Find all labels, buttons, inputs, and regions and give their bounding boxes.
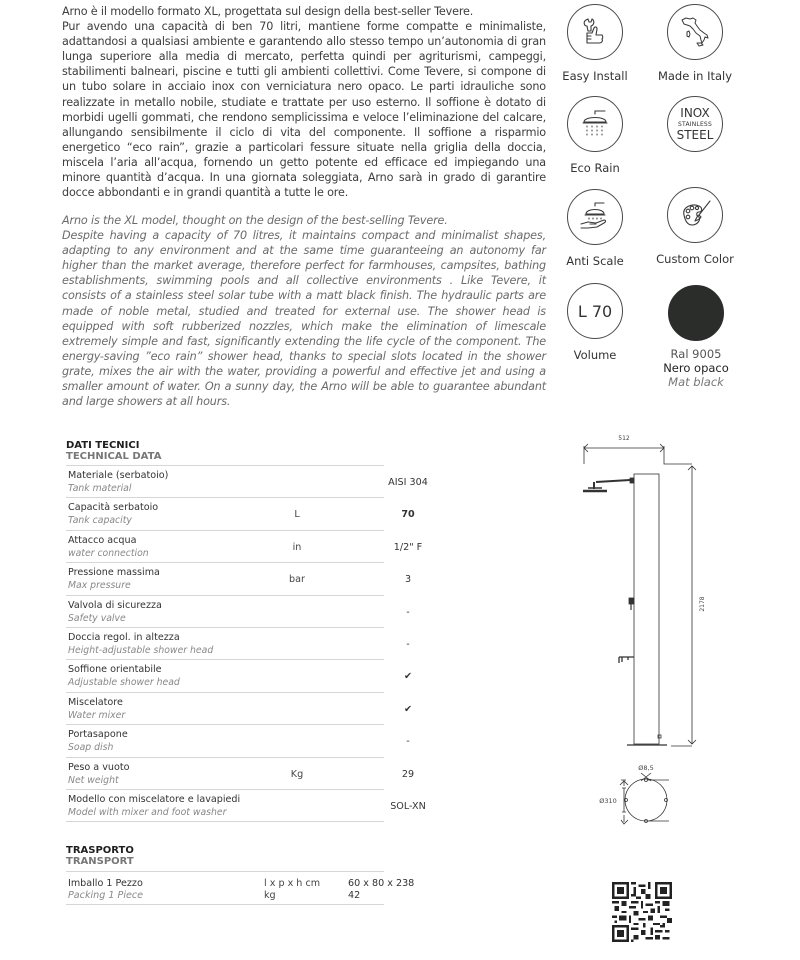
color-swatch-icon [668,285,724,341]
volume-badge-text: L 70 [577,301,613,321]
table-row [66,693,413,725]
row-label-en: water connection [68,547,149,559]
hole-dimension-label: Ø8,5 [638,764,654,772]
row-label-en: Soap dish [68,742,114,754]
inox-line2: STAINLESS [678,121,712,128]
row-label-en: Max pressure [68,580,131,592]
inox-line3: STEEL [676,128,714,142]
checkmark-icon: ✔ [403,671,413,683]
row-unit: Kg [290,768,304,780]
row-label-it: Doccia regol. in altezza [68,631,180,643]
row-label-en: Tank capacity [68,515,132,527]
row-label-it: Portasapone [68,729,128,741]
technical-data-table [66,440,428,822]
feature-easy-install [545,4,645,83]
table-row [66,466,428,498]
table-row [66,596,410,628]
row-unit: bar [289,574,305,586]
table-row [66,563,412,595]
feature-label: Made in Italy [657,69,733,83]
feature-label: Anti Scale [566,254,624,268]
width-dimension-label: 512 [618,435,630,442]
feature-color [646,285,746,389]
feature-eco-rain [545,96,645,175]
feature-made-in-italy [645,4,745,83]
row-label-it: Materiale (serbatoio) [68,470,169,481]
checkmark-icon: ✔ [403,703,413,715]
row-unit: L [294,509,300,521]
row-value: AISI 304 [388,477,428,488]
row-value: 70 [401,509,415,521]
row-label-en: Tank material [68,483,132,494]
wrench-thumbs-up-icon [567,4,623,60]
row-label-en: Water mixer [68,709,126,721]
row-label-it: Soffione orientabile [68,664,162,676]
row-label-en: Net weight [68,774,119,786]
shower-hand-icon [567,189,623,245]
row-label-it: Valvola di sicurezza [68,599,162,611]
feature-anti-scale [545,189,645,268]
height-dimension-label: 2178 [699,596,706,612]
table-row [66,790,426,822]
row-value: 3 [404,574,412,586]
description-en-body: Despite having a capacity of 70 litres, it maintains compact and minimalist shapes, adapting to any environment and at the same time guaranteeing an autonomy far higher than the market average, therefore perfect for farmhouses, campsites, bathing establishments, swimming pools and all collective environments . Like Tevere, it consists of a stainless steel solar tube with a matt black finish. The hydraulic parts are made of noble metal, studied and treated for external use. The shower head is equipped with soft rubberized nozzles, which make the elimination of limescale extremely simple and fast, significantly extending the life cycle of the component. The energy-saving ”eco rain” shower head, thanks to special slots located in the shower grate, mixes the air with the water, providing a powerful and effective jet and using a smaller amount of water. On a sunny day, the Arno will be able to guarantee abundant and large showers at all hours. [62,229,546,409]
row-unit: in [292,541,302,553]
row-label-it: Peso a vuoto [68,761,130,773]
table-row [66,531,423,563]
inox-badge-icon [667,96,723,152]
base-dimension-label: Ø310 [599,797,617,805]
transport-value-dimensions: 60 x 80 x 238 [348,878,415,889]
table-row [66,628,410,660]
row-label-it: Miscelatore [68,696,123,708]
row-label-it: Capacità serbatoio [68,502,159,514]
volume-badge-icon [567,283,623,339]
transport-table [66,845,415,905]
row-value: SOL-XN [390,800,426,812]
transport-unit-dimensions: l x p x h cm [264,878,321,889]
row-value: - [406,736,410,748]
feature-label: Volume [573,348,617,362]
row-value: 1/2" F [393,541,423,553]
qr-code-icon[interactable] [612,882,672,942]
description-en-intro: Arno is the XL model, thought on the design of the best-selling Tevere. [62,214,448,227]
description-it-body: Pur avendo una capacità di ben 70 litri, mantiene forme compatte e minimaliste, adattandosi a qualsiasi ambiente e garantendo allo stesso tempo un’autonomia di gran lunga superiore alla media di mercato, perfetta quindi per agriturismi, campeggi, stabilimenti balneari, piscine e tutti gli ambienti collettivi. Come Tevere, si compone di un tubo solare in acciaio inox con verniciatura nero opaco. Le parti idrauliche sono realizzate in metallo nobile, studiate e trattate per uso esterno. Il soffione è dotato di morbidi ugelli gommati, che rendono semplicissima e veloce l’eliminazione del calcare, allungando sensibilmente il ciclo di vita del componente. Il soffione a risparmio energetico “eco rain”, grazie a particolari fessure situate nella griglia della doccia, miscela l’aria all’acqua, fornendo un getto potente ed efficace ed impiegando una minore quantità d’acqua. In una giornata soleggiata, Arno sarà in grado di garantire docce abbondanti e in grandi quantità a tutte le ore. [62,20,546,200]
color-name-en: Mat black [668,375,724,389]
transport-title-en: TRANSPORT [66,856,134,867]
feature-label: Custom Color [656,252,734,266]
row-label-en: Height-adjustable shower head [68,644,214,656]
feature-inox-steel [645,96,745,152]
description-english [62,213,546,409]
italy-map-icon [667,4,723,60]
feature-volume [545,283,645,362]
row-label-it: Attacco acqua [68,534,137,546]
inox-line1: INOX [680,106,710,120]
technical-data-header [66,440,384,466]
row-label-en: Adjustable shower head [68,677,180,689]
row-value: - [406,638,410,650]
table-row [66,498,415,530]
description-it-intro: Arno è il modello formato XL, progettata sul design della best-seller Tevere. [62,5,474,18]
table-row [66,660,413,692]
feature-label: Easy Install [562,69,628,83]
technical-title-it: DATI TECNICI [66,440,140,451]
row-value: 29 [401,768,415,780]
color-name-it: Nero opaco [663,361,729,375]
transport-title-it: TRASPORTO [66,845,134,856]
row-label-it: Modello con miscelatore e lavapiedi [68,793,241,805]
ral-code: Ral 9005 [670,347,722,361]
row-label-en: Safety valve [68,612,126,624]
transport-label-it: Imballo 1 Pezzo [68,878,143,889]
row-label-en: Model with mixer and foot washer [68,806,227,818]
technical-title-en: TECHNICAL DATA [66,451,162,462]
transport-header [66,845,384,872]
transport-unit-weight: kg [264,890,276,901]
transport-value-weight: 42 [348,890,361,901]
shower-elevation-drawing [583,444,696,746]
row-label-it: Pressione massima [68,567,160,579]
row-value: - [406,606,410,618]
transport-label-en: Packing 1 Piece [68,890,144,901]
paint-palette-icon [667,187,723,243]
table-row [66,725,410,757]
feature-custom-color [645,187,745,266]
feature-label: Eco Rain [570,161,620,175]
table-row [66,758,415,790]
description-italian [62,4,546,200]
base-plan-drawing [620,773,669,824]
shower-head-icon [567,96,623,152]
table-row [66,872,415,905]
